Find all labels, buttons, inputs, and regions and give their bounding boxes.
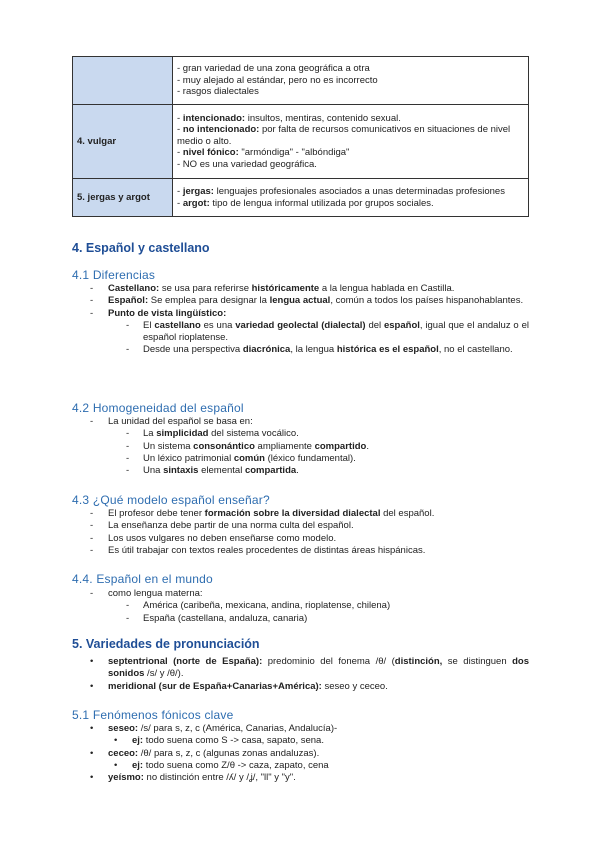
section-4-3-heading: 4.3 ¿Qué modelo español enseñar? [72, 493, 270, 507]
list-item: - Punto de vista lingüístico: [90, 307, 227, 319]
table-line: - gran variedad de una zona geográfica a otra [177, 63, 370, 75]
varieties-table [72, 56, 529, 217]
list-item: • ceceo: /θ/ para s, z, c (algunas zonas andaluzas). [90, 747, 320, 759]
section-4-heading: 4. Español y castellano [72, 241, 210, 255]
list-subitem: - España (castellana, andaluza, canaria) [126, 612, 308, 624]
list-subitem: - Un léxico patrimonial común (léxico fundamental). [126, 452, 356, 464]
table-content-cell [173, 57, 529, 105]
table-line: - NO es una variedad geográfica. [177, 158, 317, 170]
list-item: - Castellano: se usa para referirse históricamente a la lengua hablada en Castilla. [90, 283, 455, 294]
list-item: - La unidad del español se basa en: [90, 416, 253, 427]
section-4-4-heading: 4.4. Español en el mundo [72, 572, 213, 586]
section-5-heading: 5. Variedades de pronunciación [72, 637, 260, 651]
table-content-cell [173, 179, 529, 217]
list-subitem: - El castellano es una variedad geolectal (dialectal) del español, igual que el andaluz o el español rioplatense. [126, 319, 529, 344]
section-5-1-heading: 5.1 Fenómenos fónicos clave [72, 708, 234, 722]
table-content-cell [173, 105, 529, 179]
list-item: - como lengua materna: [90, 588, 203, 599]
list-item: • seseo: /s/ para s, z, c (América, Canarias, Andalucía)- [90, 723, 338, 734]
list-item: - Español: Se emplea para designar la lengua actual, común a todos los países hispanohablantes. [90, 295, 524, 307]
section-4-2-list [72, 416, 529, 477]
list-subitem: - América (caribeña, mexicana, andina, rioplatense, chilena) [126, 600, 391, 612]
list-subitem: - Una sintaxis elemental compartida. [126, 465, 299, 477]
table-line: - intencionado: insultos, mentiras, contenido sexual. [177, 112, 401, 124]
table-line: - muy alejado al estándar, pero no es incorrecto [177, 74, 378, 86]
table-line: - rasgos dialectales [177, 86, 259, 98]
table-line: - no intencionado: por falta de recursos comunicativos en situaciones de nivel medio o alto. [177, 124, 511, 147]
table-label-cell [73, 57, 173, 105]
list-item: • yeísmo: no distinción entre /ʎ/ y /ʝ/, "ll" y "y". [90, 772, 296, 784]
table-row [73, 57, 529, 105]
list-subitem: • ej: todo suena como Z/θ -> caza, zapato, cena [114, 759, 329, 771]
table-row [73, 179, 529, 217]
list-item: - La enseñanza debe partir de una norma culta del español. [90, 520, 354, 532]
section-4-1-heading: 4.1 Diferencias [72, 268, 156, 282]
list-item: • meridional (sur de España+Canarias+América): seseo y ceceo. [90, 680, 388, 692]
table-line: - argot: tipo de lengua informal utilizada por grupos sociales. [177, 197, 434, 209]
table-row [73, 105, 529, 179]
section-5-1-list [72, 723, 529, 784]
table-line: - nivel fónico: "armóndiga" - "albóndiga" [177, 147, 350, 159]
section-4-3-list [72, 508, 529, 557]
list-item: - El profesor debe tener formación sobre la diversidad dialectal del español. [90, 508, 435, 519]
list-subitem: - La simplicidad del sistema vocálico. [126, 428, 299, 440]
list-subitem: - Desde una perspectiva diacrónica, la lengua histórica es el español, no el castellano. [126, 344, 513, 356]
table-line: - jergas: lenguajes profesionales asociados a unas determinadas profesiones [177, 186, 505, 197]
section-4-2-heading: 4.2 Homogeneidad del español [72, 401, 244, 415]
list-subitem: • ej: todo suena como S -> casa, sapato, sena. [114, 735, 324, 747]
table-label-jergas: 5. jergas y argot [73, 179, 173, 217]
list-item: - Los usos vulgares no deben enseñarse como modelo. [90, 532, 337, 544]
section-5-list [72, 656, 529, 693]
section-4-4-list [72, 588, 529, 625]
table-label-vulgar: 4. vulgar [73, 105, 173, 179]
section-4-1-list [72, 283, 529, 357]
list-subitem: - Un sistema consonántico ampliamente compartido. [126, 440, 369, 452]
list-item: - Es útil trabajar con textos reales procedentes de distintas áreas hispánicas. [90, 544, 426, 556]
list-item: • septentrional (norte de España): predominio del fonema /θ/ (distinción, se distinguen dos sonidos /s/ y /θ/). [90, 656, 530, 680]
